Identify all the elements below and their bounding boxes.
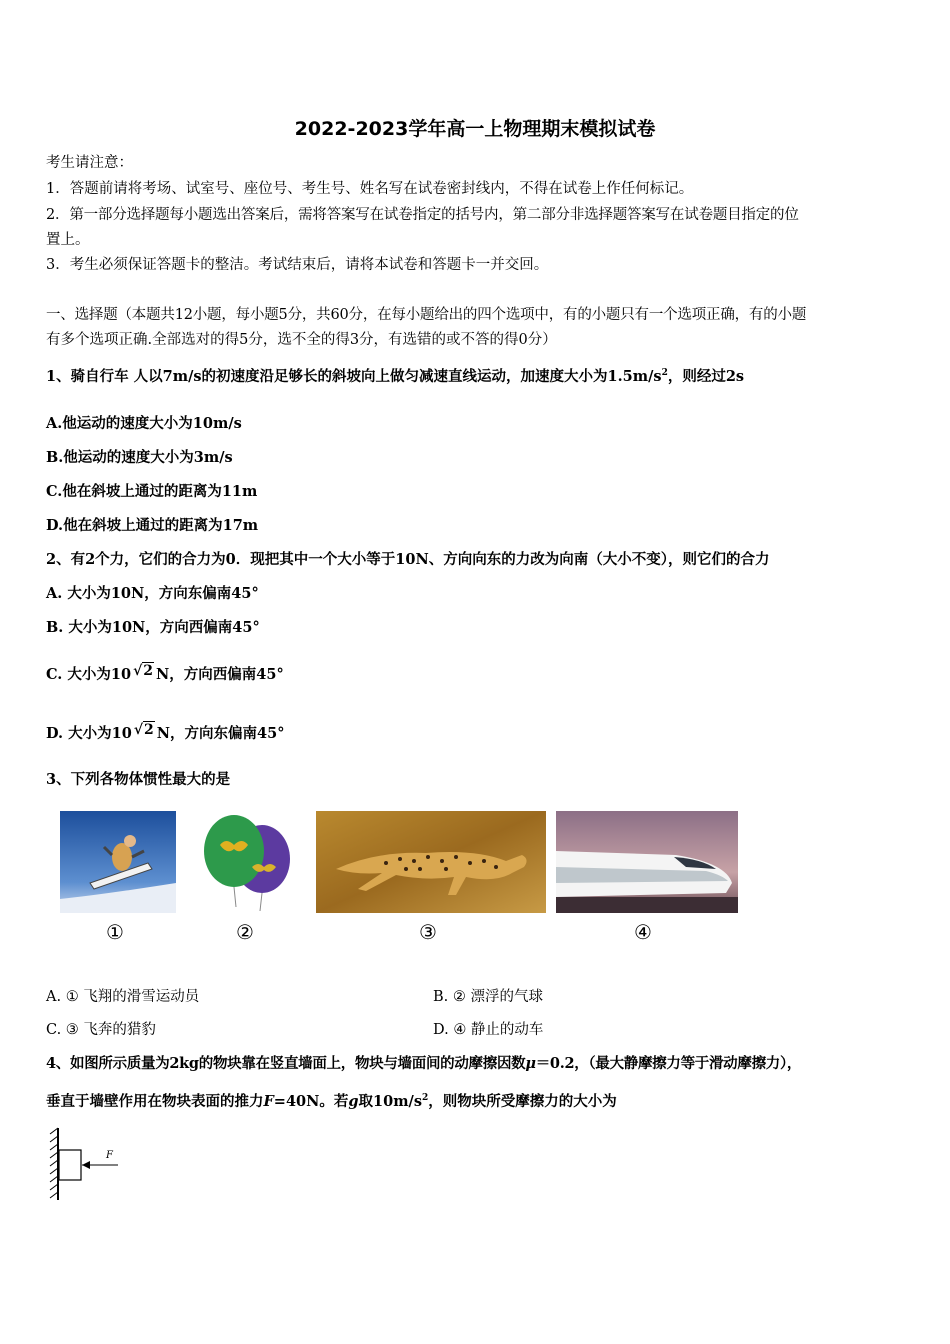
question-4-stem: 4、如图所示质量为2kg的物块靠在竖直墙面上，物块与墙面间的动摩擦因数μ＝0.2，（最大静摩擦力等于滑动摩擦力），	[46, 1055, 802, 1072]
question-3-option-b: B. ② 漂浮的气球	[433, 989, 543, 1005]
balloons-image	[190, 811, 306, 913]
image-label-3: ③	[419, 920, 437, 944]
image-label-1: ①	[106, 920, 124, 944]
notice-item-3: 3．考生必须保证答题卡的整洁。考试结束后，请将本试卷和答题卡一并交回。	[46, 257, 549, 273]
question-4-stem-cont: 垂直于墙壁作用在物块表面的推力F=40N。若g取$10m/s^2$，则物块所受摩擦力的大小为	[46, 1093, 617, 1110]
sqrt-symbol: √2	[133, 722, 154, 738]
train-image	[556, 811, 738, 913]
image-label-2: ②	[236, 920, 254, 944]
page-title: 2022-2023学年高一上物理期末模拟试卷	[294, 118, 656, 140]
question-1-option-c: C.他在斜坡上通过的距离为11m	[46, 483, 258, 500]
sqrt-symbol: √2	[133, 663, 154, 679]
question-1-option-b: B.他运动的速度大小为3m/s	[46, 449, 233, 466]
snowboarder-image	[60, 811, 176, 913]
question-3-stem: 3、下列各物体惯性最大的是	[46, 771, 231, 788]
question-1-option-d: D.他在斜坡上通过的距离为17m	[46, 517, 259, 534]
image-label-4: ④	[634, 920, 652, 944]
section-heading: 一、选择题（本题共12小题，每小题5分，共60分，在每小题给出的四个选项中，有的小题只有一个选项正确，有的小题	[46, 307, 807, 323]
question-2-option-b: B. 大小为10N，方向西偏南45°	[46, 619, 260, 636]
notice-item-2-cont: 置上。	[46, 232, 90, 248]
question-1-stem: 1、骑自行车 人以7m/s的初速度沿足够长的斜坡向上做匀减速直线运动，加速度大小为$1.5m/s^2$，则经过2s	[46, 368, 745, 385]
question-3-option-c: C. ③ 飞奔的猎豹	[46, 1022, 156, 1038]
notice-header: 考生请注意：	[46, 155, 133, 171]
notice-item-2: 2．第一部分选择题每小题选出答案后，需将答案写在试卷指定的括号内，第二部分非选择题答案写在试卷题目指定的位	[46, 207, 799, 223]
question-2-option-a: A. 大小为10N，方向东偏南45°	[46, 585, 259, 602]
question-1-option-a: A.他运动的速度大小为10m/s	[46, 415, 242, 432]
wall-block-diagram	[46, 1124, 136, 1204]
question-2-stem: 2、有2个力，它们的合力为0．现把其中一个大小等于10N、方向向东的力改为向南（大小不变），则它们的合力	[46, 551, 770, 568]
question-2-option-d: D. 大小为10 √2 N，方向东偏南45°	[46, 722, 285, 742]
force-label: F	[106, 1150, 113, 1161]
section-heading-cont: 有多个选项正确.全部选对的得5分，选不全的得3分，有选错的或不答的得0分）	[46, 332, 557, 348]
question-2-option-c: C. 大小为10 √2 N，方向西偏南45°	[46, 663, 284, 683]
question-3-option-a: A. ① 飞翔的滑雪运动员	[46, 989, 200, 1005]
notice-item-1: 1．答题前请将考场、试室号、座位号、考生号、姓名写在试卷密封线内，不得在试卷上作任何标记。	[46, 181, 694, 197]
question-3-option-d: D. ④ 静止的动车	[433, 1022, 544, 1038]
cheetah-image	[316, 811, 546, 913]
